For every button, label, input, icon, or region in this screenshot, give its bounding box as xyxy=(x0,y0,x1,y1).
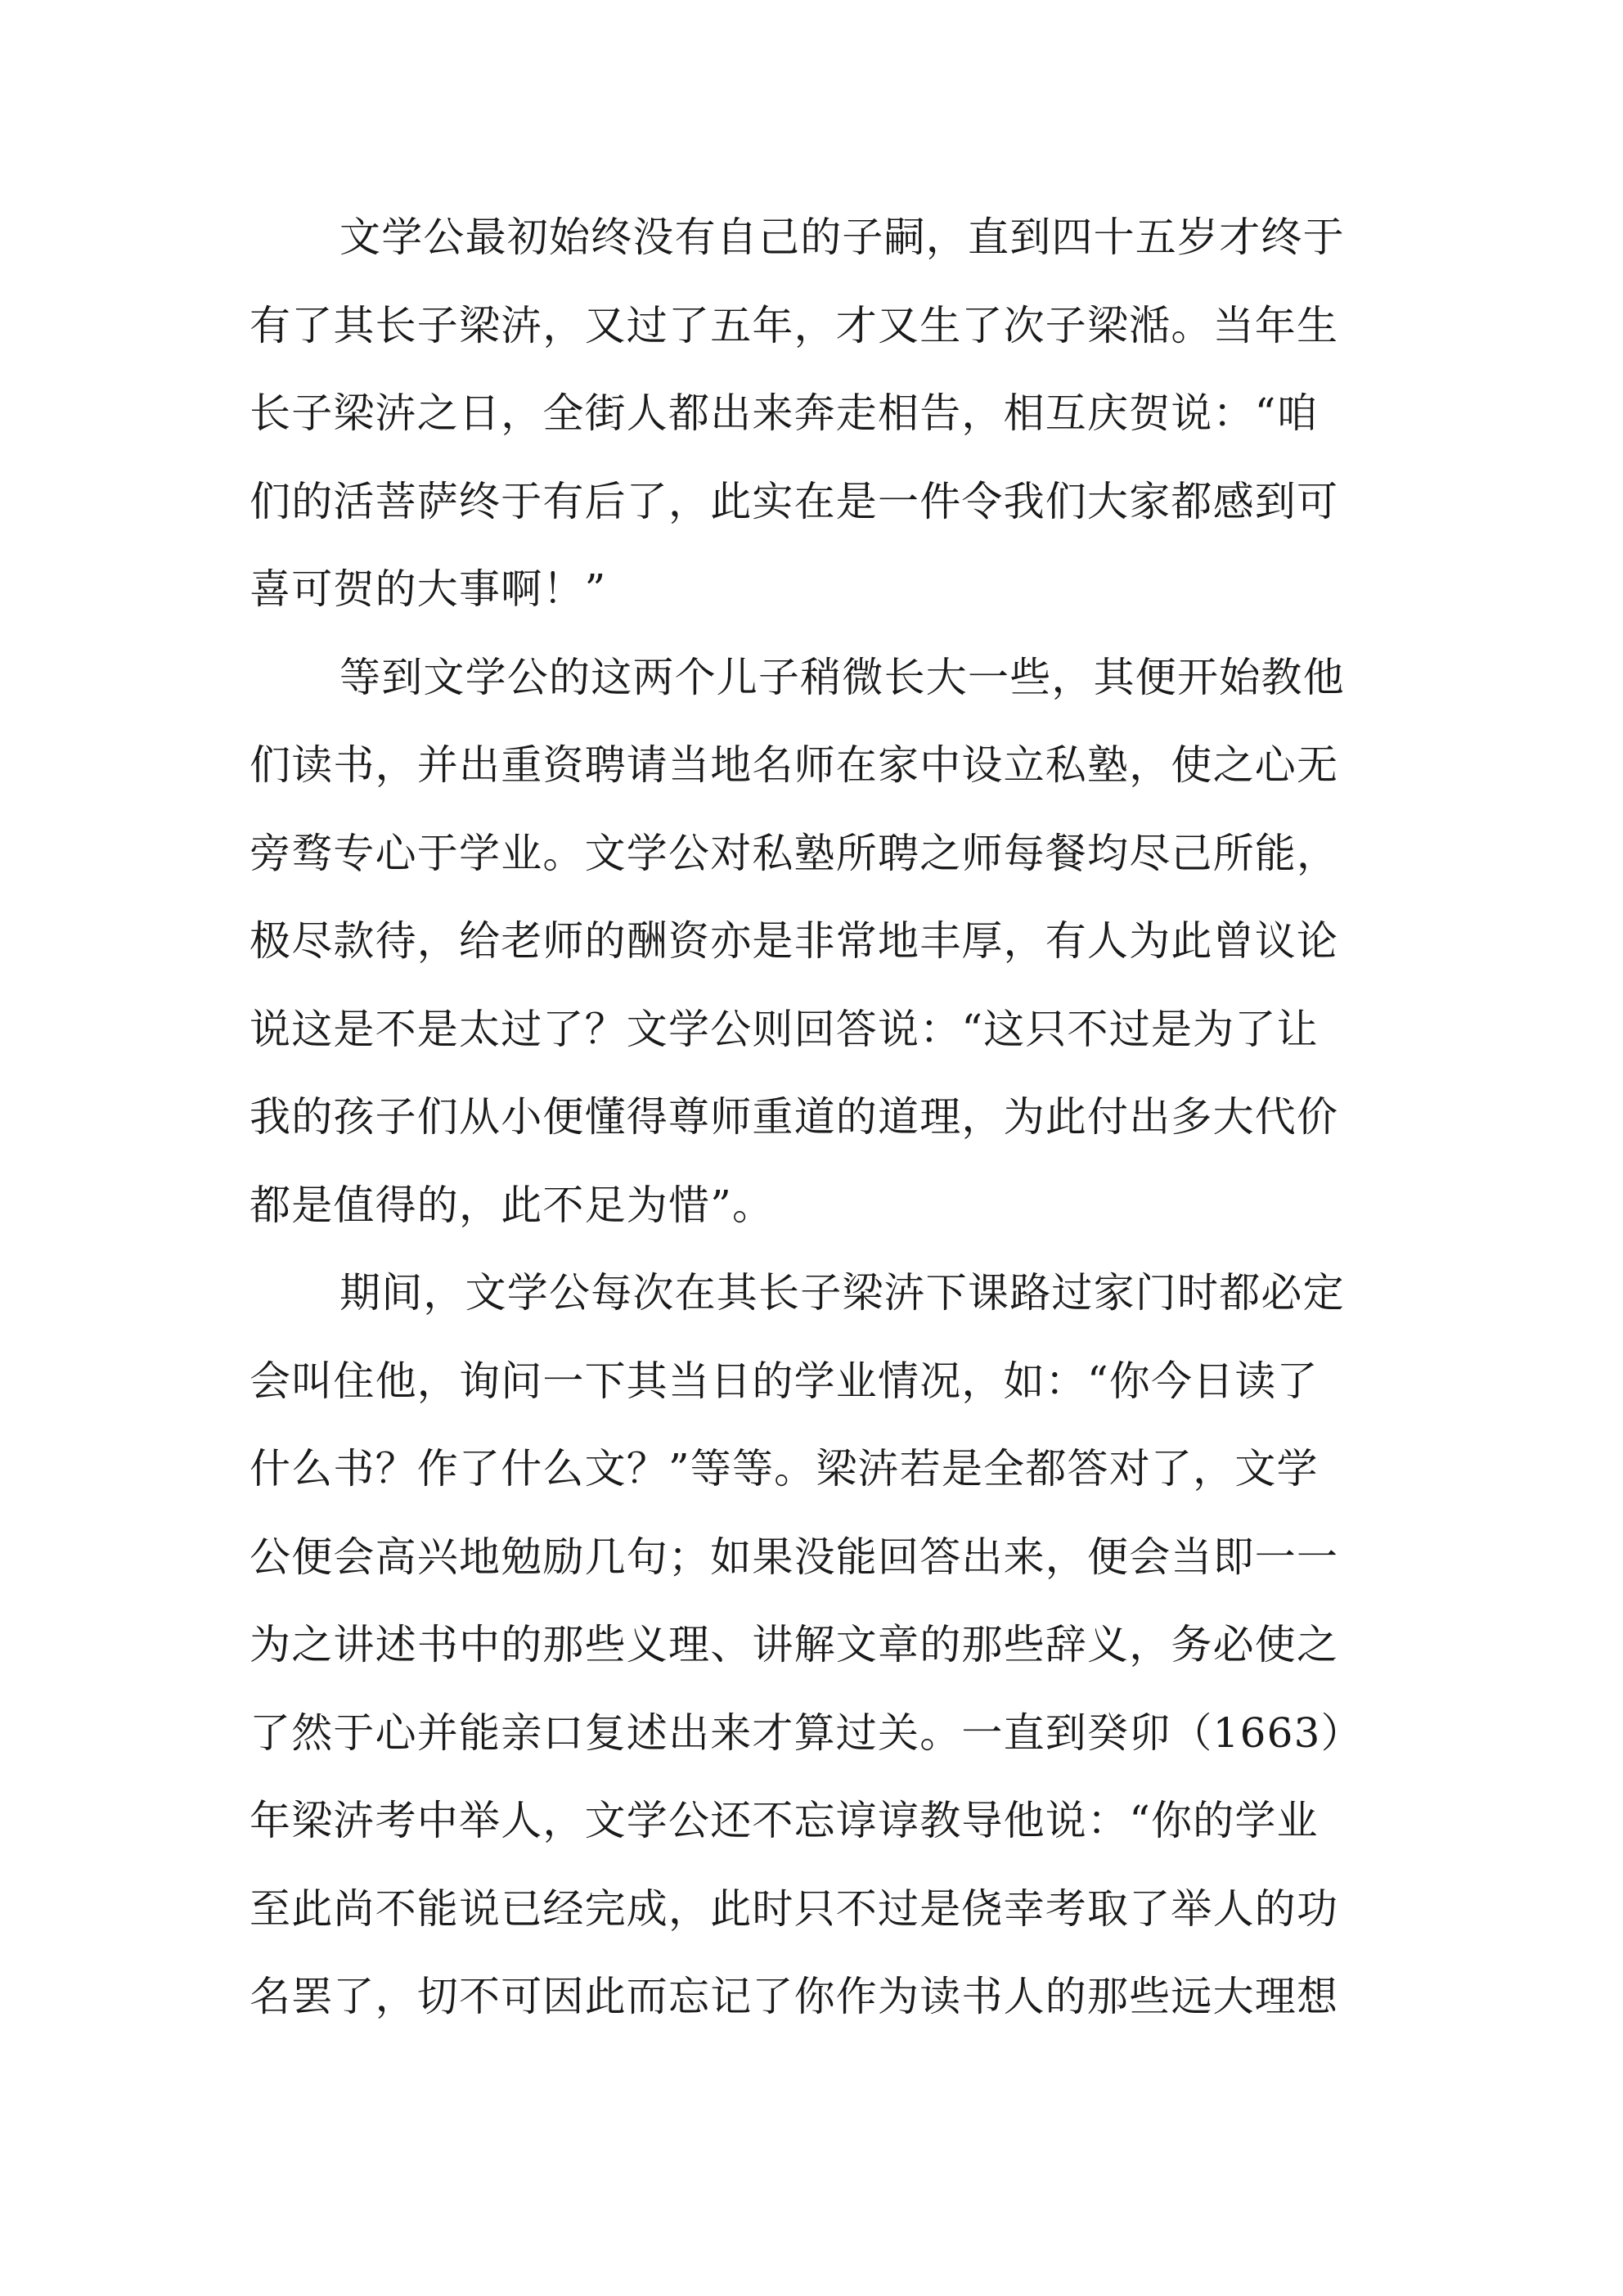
text-line: 至此尚不能说已经完成，此时只不过是侥幸考取了举人的功 xyxy=(250,1884,1339,1933)
text-line: 们的活菩萨终于有后了，此实在是一件令我们大家都感到可 xyxy=(250,477,1339,525)
text-line: 旁骛专心于学业。文学公对私塾所聘之师每餐均尽己所能， xyxy=(250,829,1339,877)
text-line: 长子梁泋之日，全街人都出来奔走相告，相互庆贺说：“咱 xyxy=(250,389,1319,437)
text-line: 为之讲述书中的那些义理、讲解文章的那些辞义，务必使之 xyxy=(250,1621,1339,1668)
document-body xyxy=(250,209,1395,2056)
text-line: 期间，文学公每次在其长子梁泋下课路过家门时都必定 xyxy=(339,1269,1345,1317)
text-line: 说这是不是太过了？文学公则回答说：“这只不过是为了让 xyxy=(250,1005,1319,1053)
text-line: 了然于心并能亲口复述出来才算过关。一直到癸卯（1663） xyxy=(250,1708,1363,1757)
text-line: 都是值得的，此不足为惜”。 xyxy=(250,1181,775,1229)
text-line: 等到文学公的这两个儿子稍微长大一些，其便开始教他 xyxy=(339,653,1345,701)
text-line: 们读书，并出重资聘请当地名师在家中设立私塾，使之心无 xyxy=(250,741,1339,789)
text-line: 我的孩子们从小便懂得尊师重道的道理，为此付出多大代价 xyxy=(250,1093,1339,1141)
text-line: 会叫住他，询问一下其当日的学业情况，如：“你今日读了 xyxy=(250,1357,1319,1405)
text-line: 文学公最初始终没有自己的子嗣，直到四十五岁才终于 xyxy=(339,214,1345,261)
text-line: 喜可贺的大事啊！” xyxy=(250,565,607,613)
text-line: 年梁泋考中举人，文学公还不忘谆谆教导他说：“你的学业 xyxy=(250,1797,1319,1844)
text-line: 公便会高兴地勉励几句；如果没能回答出来，便会当即一一 xyxy=(250,1533,1339,1581)
text-line: 名罢了，切不可因此而忘记了你作为读书人的那些远大理想 xyxy=(250,1973,1339,2020)
text-line: 什么书？作了什么文？”等等。梁泋若是全都答对了，文学 xyxy=(250,1445,1319,1492)
text-line: 有了其长子梁泋，又过了五年，才又生了次子梁湉。当年生 xyxy=(250,301,1339,349)
text-line: 极尽款待，给老师的酬资亦是非常地丰厚，有人为此曾议论 xyxy=(250,917,1339,965)
